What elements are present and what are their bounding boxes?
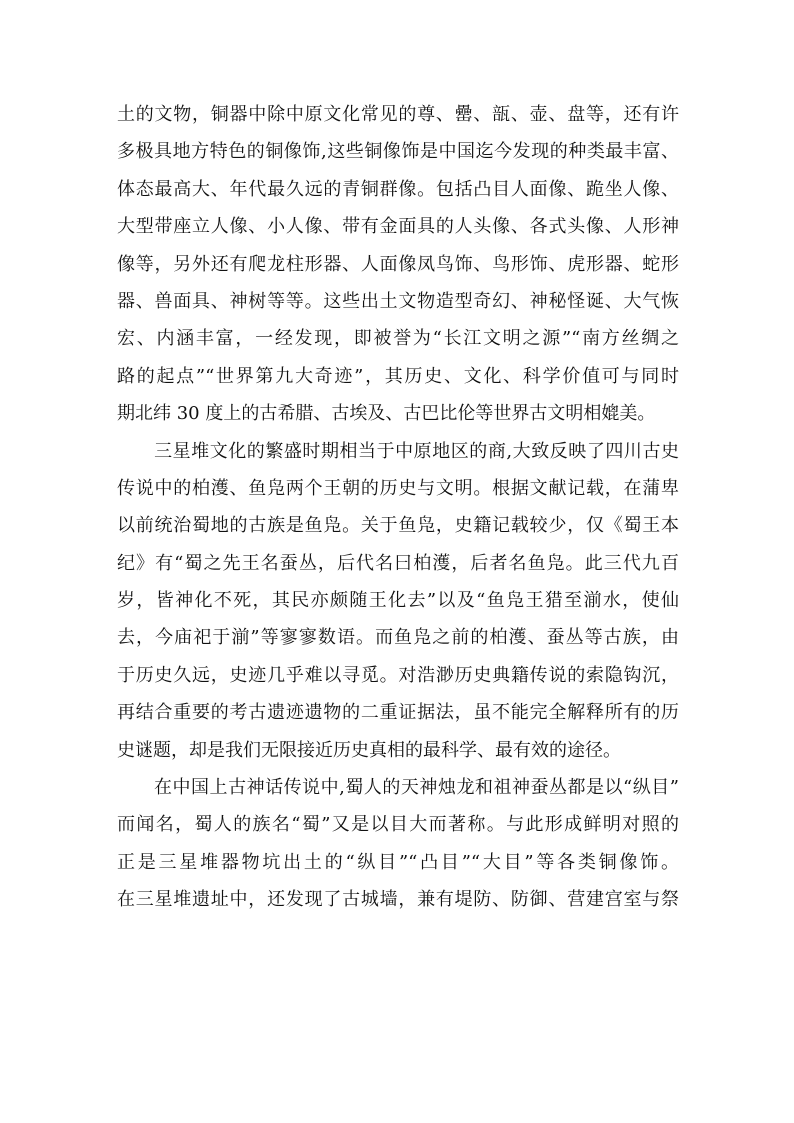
text-line: 多极具地方特色的铜像饰,这些铜像饰是中国迄今发现的种类最丰富、 — [117, 141, 679, 163]
text-line: 器、兽面具、神树等等。这些出土文物造型奇幻、神秘怪诞、大气恢 — [117, 290, 679, 312]
text-line: 史谜题，却是我们无限接近历史真相的最科学、最有效的途径。 — [117, 739, 621, 761]
text-line: 期北纬 30 度上的古希腊、古埃及、古巴比伦等世界古文明相媲美。 — [117, 403, 656, 425]
text-line: 岁，皆神化不死，其民亦颇随王化去”以及“鱼凫王猎至湔水，使仙 — [117, 590, 679, 612]
text-line: 传说中的柏濩、鱼凫两个王朝的历史与文明。根据文献记载，在蒲卑 — [117, 477, 679, 499]
body-text — [117, 96, 679, 919]
text-line: 三星堆文化的繁盛时期相当于中原地区的商,大致反映了四川古史 — [117, 440, 679, 462]
text-line: 而闻名，蜀人的族名“蜀”又是以目大而著称。与此形成鲜明对照的 — [117, 814, 679, 836]
text-line: 像等，另外还有爬龙柱形器、人面像凤鸟饰、鸟形饰、虎形器、蛇形 — [117, 253, 679, 275]
text-line: 于历史久远，史迹几乎难以寻觅。对浩渺历史典籍传说的索隐钩沉， — [117, 664, 679, 686]
text-line: 体态最高大、年代最久远的青铜群像。包括凸目人面像、跪坐人像、 — [117, 178, 679, 200]
text-line: 正是三星堆器物坑出土的“纵目”“凸目”“大目”等各类铜像饰。 — [117, 851, 679, 873]
text-line: 纪》有“蜀之先王名蚕丛，后代名曰柏濩，后者名鱼凫。此三代九百 — [117, 552, 679, 574]
text-line: 路的起点”“世界第九大奇迹”，其历史、文化、科学价值可与同时 — [117, 365, 679, 387]
text-line: 大型带座立人像、小人像、带有金面具的人头像、各式头像、人形神 — [117, 216, 679, 238]
text-line: 在中国上古神话传说中,蜀人的天神烛龙和祖神蚕丛都是以“纵目” — [117, 777, 679, 799]
text-line: 再结合重要的考古遗迹遗物的二重证据法，虽不能完全解释所有的历 — [117, 702, 679, 724]
text-line: 去，今庙祀于湔”等寥寥数语。而鱼凫之前的柏濩、蚕丛等古族，由 — [117, 627, 679, 649]
text-line: 以前统治蜀地的古族是鱼凫。关于鱼凫，史籍记载较少，仅《蜀王本 — [117, 515, 679, 537]
text-line: 土的文物，铜器中除中原文化常见的尊、罍、瓿、壶、盘等，还有许 — [117, 104, 679, 125]
text-line: 在三星堆遗址中，还发现了古城墙，兼有堤防、防御、营建宫室与祭 — [117, 889, 679, 911]
text-line: 宏、内涵丰富，一经发现，即被誉为“长江文明之源”“南方丝绸之 — [117, 328, 679, 350]
